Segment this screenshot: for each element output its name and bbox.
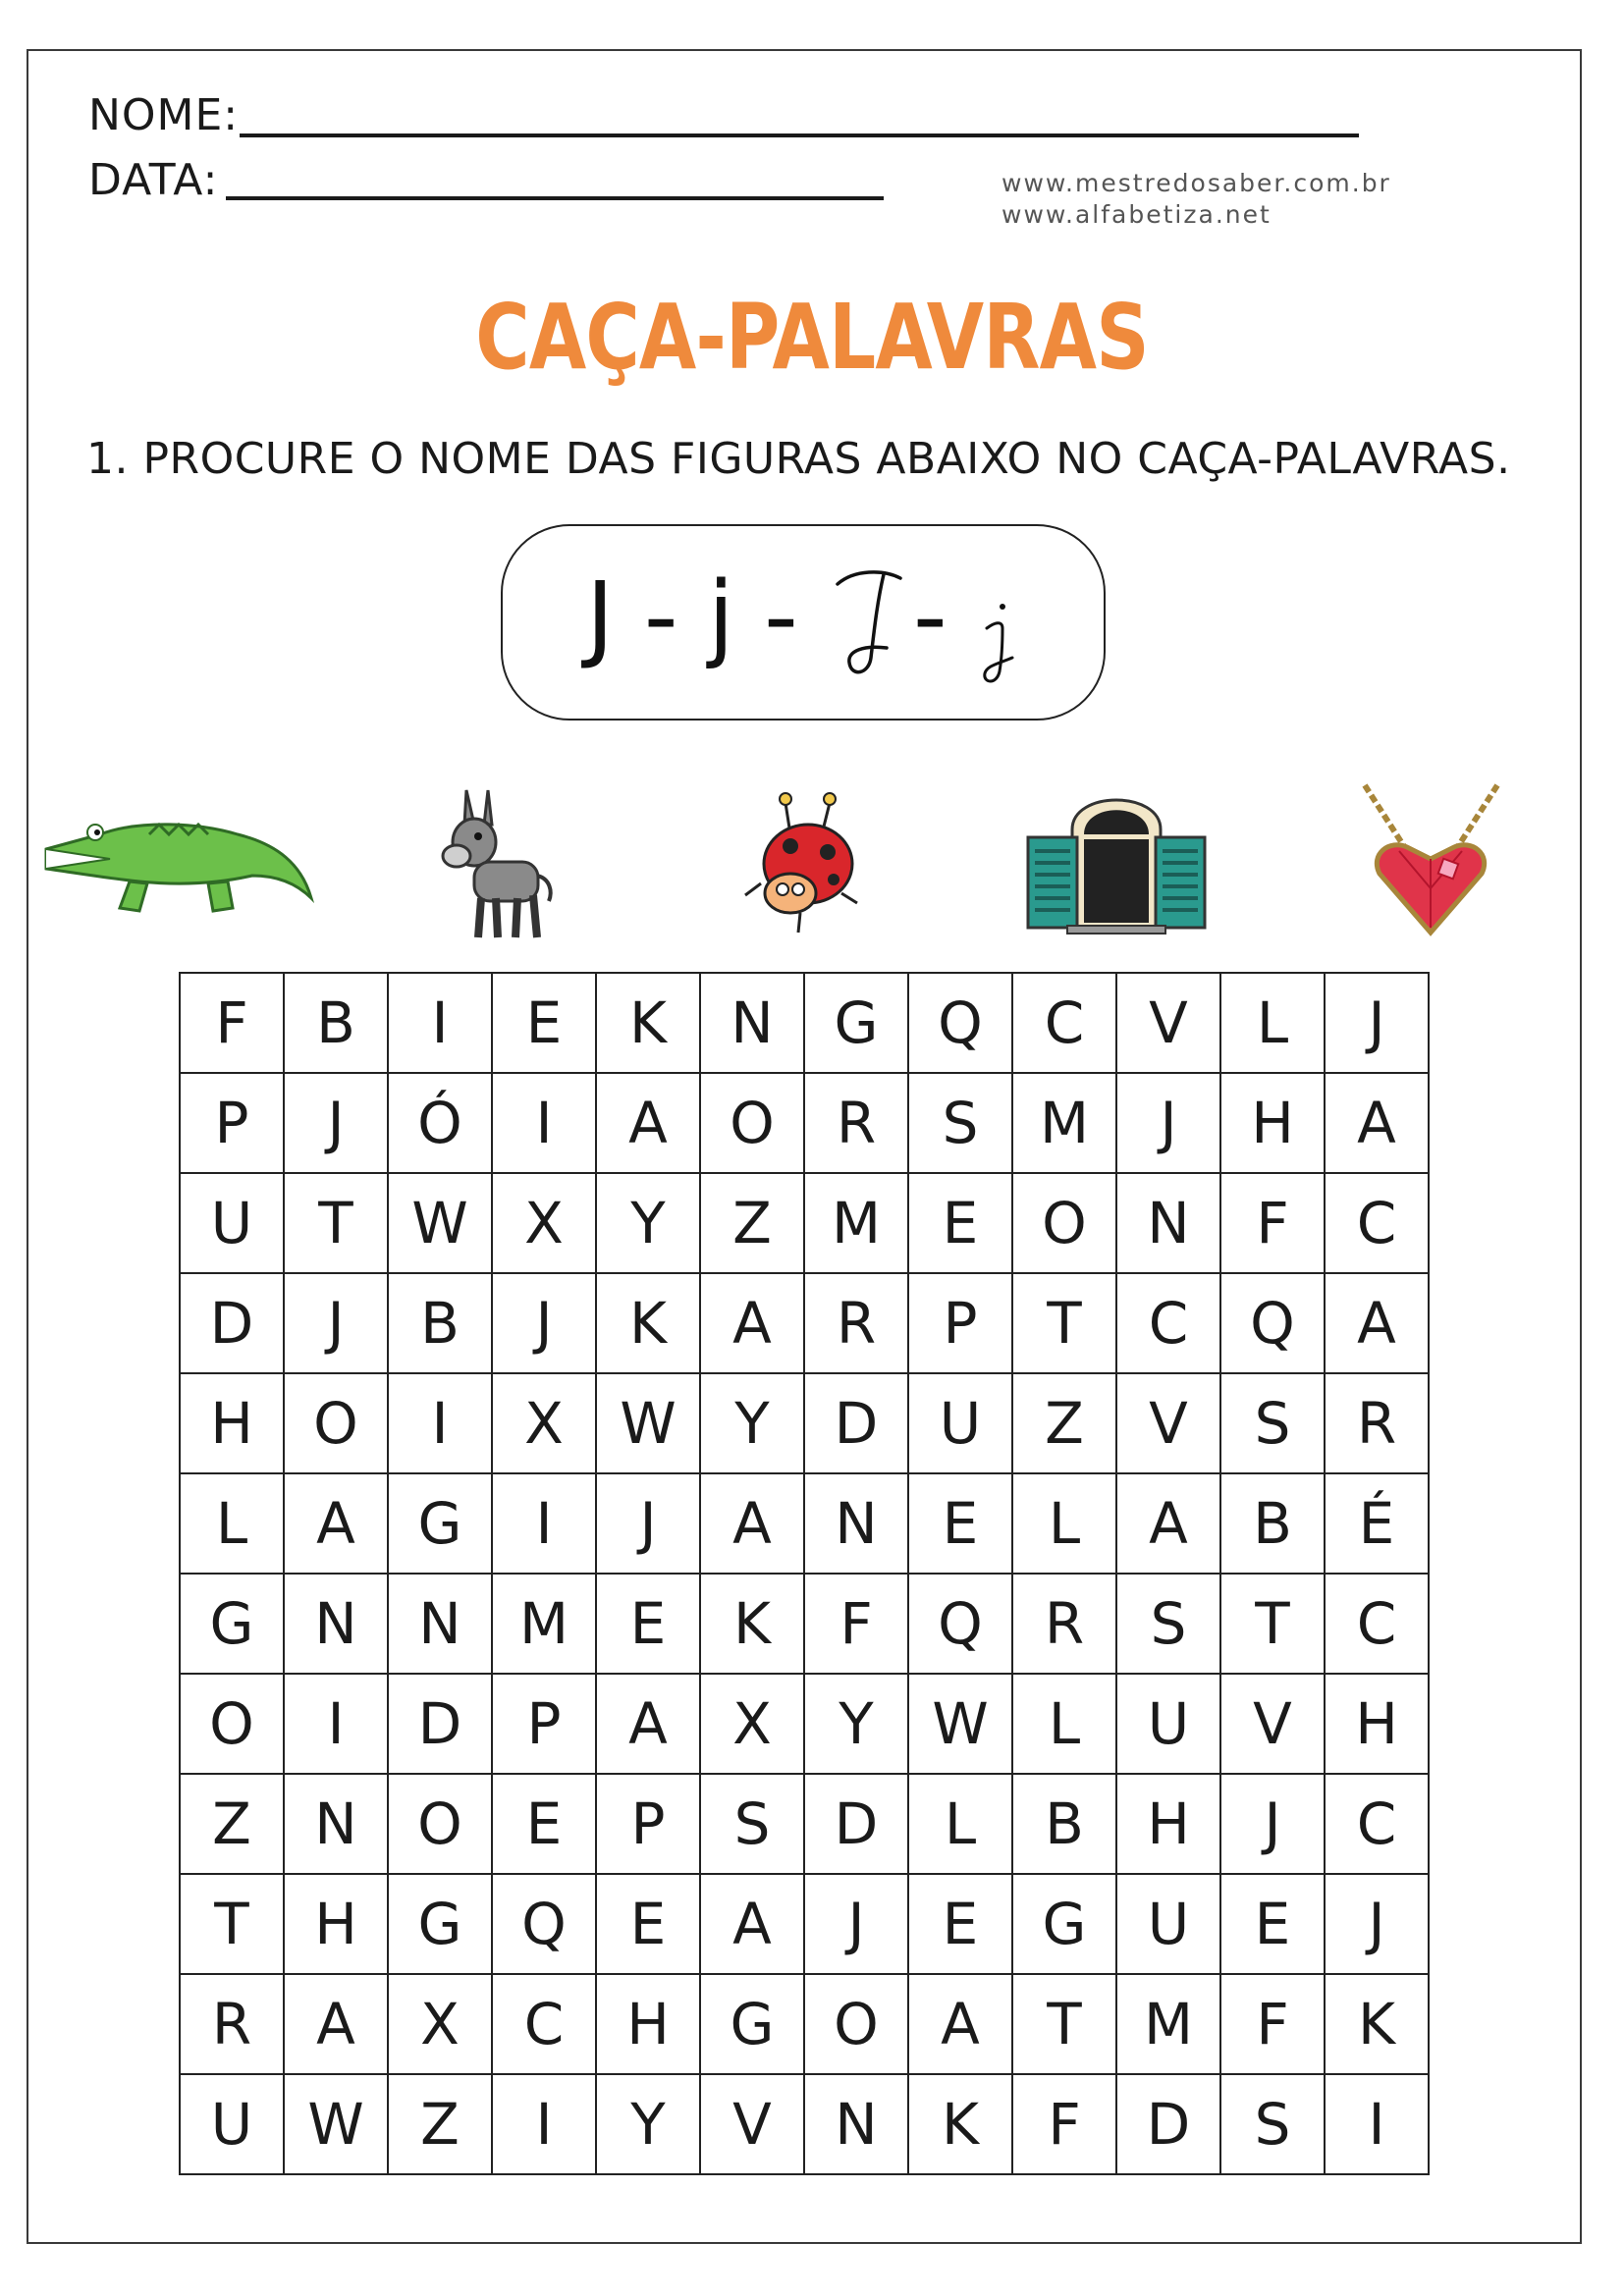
grid-cell[interactable]: V [1116,973,1220,1073]
grid-row [180,2074,1429,2174]
grid-cell[interactable]: H [180,1373,284,1473]
grid-cell[interactable]: S [700,1774,804,1874]
grid-cell[interactable]: U [1116,1874,1220,1974]
grid-cell[interactable]: M [1116,1974,1220,2074]
grid-row [180,1674,1429,1774]
grid-cell[interactable]: F [1012,2074,1116,2174]
grid-cell[interactable]: E [596,1574,700,1674]
grid-cell[interactable]: J [1325,973,1429,1073]
grid-cell[interactable]: L [1012,1674,1116,1774]
date-line[interactable] [226,196,884,200]
grid-cell[interactable]: N [700,973,804,1073]
grid-cell[interactable]: C [1325,1774,1429,1874]
grid-cell[interactable]: B [284,973,388,1073]
website-2: www.alfabetiza.net [1001,200,1272,229]
grid-cell[interactable]: J [284,1073,388,1173]
grid-cell[interactable]: B [1220,1473,1325,1574]
grid-cell[interactable]: D [804,1774,908,1874]
grid-cell[interactable]: Q [908,973,1012,1073]
name-line[interactable] [240,133,1359,137]
grid-cell[interactable]: I [284,1674,388,1774]
grid-cell[interactable]: E [908,1173,1012,1273]
cursive-capital-j-icon [830,564,908,682]
grid-cell[interactable]: G [388,1473,492,1574]
grid-cell[interactable]: L [1220,973,1325,1073]
grid-row [180,1373,1429,1473]
instruction-text: 1. PROCURE O NOME DAS FIGURAS ABAIXO NO CAÇA-PALAVRAS. [86,434,1511,484]
grid-cell[interactable]: A [908,1974,1012,2074]
grid-cell[interactable]: H [1325,1674,1429,1774]
grid-cell[interactable]: C [492,1974,596,2074]
grid-cell[interactable]: W [284,2074,388,2174]
grid-cell[interactable]: I [492,1073,596,1173]
date-label: DATA: [88,155,219,205]
grid-cell[interactable]: E [908,1874,1012,1974]
grid-cell[interactable]: O [180,1674,284,1774]
grid-cell[interactable]: S [1116,1574,1220,1674]
grid-cell[interactable]: P [596,1774,700,1874]
grid-cell[interactable]: E [908,1473,1012,1574]
grid-cell[interactable]: F [804,1574,908,1674]
cursive-small-j-icon [975,599,1024,687]
grid-cell[interactable]: P [180,1073,284,1173]
grid-cell[interactable]: R [1325,1373,1429,1473]
grid-cell[interactable]: Y [700,1373,804,1473]
grid-cell[interactable]: N [284,1574,388,1674]
grid-cell[interactable]: K [596,973,700,1073]
grid-cell[interactable]: T [1012,1273,1116,1373]
grid-cell[interactable]: E [492,973,596,1073]
grid-cell[interactable]: L [1012,1473,1116,1574]
grid-cell[interactable]: X [492,1173,596,1273]
grid-cell[interactable]: Q [908,1574,1012,1674]
grid-cell[interactable]: O [388,1774,492,1874]
grid-cell[interactable]: K [1325,1974,1429,2074]
grid-cell[interactable]: Z [388,2074,492,2174]
print-letter-forms: J - j - [586,561,798,671]
grid-cell[interactable]: P [492,1674,596,1774]
grid-row [180,973,1429,1073]
grid-row [180,1574,1429,1674]
grid-cell[interactable]: A [284,1473,388,1574]
grid-cell[interactable]: N [388,1574,492,1674]
grid-row [180,1473,1429,1574]
grid-cell[interactable]: R [804,1273,908,1373]
ladybug-icon [731,785,879,942]
grid-cell[interactable]: J [804,1874,908,1974]
grid-cell[interactable]: J [1325,1874,1429,1974]
grid-cell[interactable]: U [1116,1674,1220,1774]
grid-cell[interactable]: D [180,1273,284,1373]
grid-cell[interactable]: Q [1220,1273,1325,1373]
grid-cell[interactable]: J [1220,1774,1325,1874]
grid-cell[interactable]: Y [804,1674,908,1774]
grid-cell[interactable]: H [1220,1073,1325,1173]
grid-cell[interactable]: C [1325,1574,1429,1674]
grid-cell[interactable]: M [1012,1073,1116,1173]
grid-cell[interactable]: O [700,1073,804,1173]
grid-cell[interactable]: A [596,1073,700,1173]
grid-cell[interactable]: A [1325,1073,1429,1173]
grid-cell[interactable]: A [700,1874,804,1974]
grid-cell[interactable]: T [1012,1974,1116,2074]
grid-cell[interactable]: F [1220,1173,1325,1273]
grid-cell[interactable]: S [1220,2074,1325,2174]
grid-cell[interactable]: D [804,1373,908,1473]
grid-cell[interactable]: A [284,1974,388,2074]
grid-cell[interactable]: N [804,1473,908,1574]
grid-cell[interactable]: A [1325,1273,1429,1373]
grid-cell[interactable]: H [1116,1774,1220,1874]
grid-cell[interactable]: M [804,1173,908,1273]
grid-cell[interactable]: D [1116,2074,1220,2174]
grid-cell[interactable]: J [492,1273,596,1373]
window-icon [1023,780,1210,937]
grid-cell[interactable]: G [388,1874,492,1974]
grid-cell[interactable]: I [492,1473,596,1574]
grid-cell[interactable]: T [180,1874,284,1974]
grid-cell[interactable]: S [1220,1373,1325,1473]
grid-cell[interactable]: X [388,1974,492,2074]
grid-cell[interactable]: Z [180,1774,284,1874]
grid-cell[interactable]: F [180,973,284,1073]
grid-cell[interactable]: Z [700,1173,804,1273]
grid-cell[interactable]: U [180,1173,284,1273]
grid-cell[interactable]: U [908,1373,1012,1473]
grid-cell[interactable]: J [596,1473,700,1574]
grid-cell[interactable]: R [804,1073,908,1173]
grid-cell[interactable]: L [908,1774,1012,1874]
donkey-icon [427,785,555,942]
grid-cell[interactable]: O [804,1974,908,2074]
jewel-necklace-icon [1360,780,1502,942]
alligator-icon [41,805,321,923]
grid-cell[interactable]: S [908,1073,1012,1173]
grid-cell[interactable]: X [700,1674,804,1774]
grid-cell[interactable]: O [284,1373,388,1473]
grid-cell[interactable]: W [596,1373,700,1473]
grid-cell[interactable]: N [1116,1173,1220,1273]
grid-cell[interactable]: J [1116,1073,1220,1173]
grid-cell[interactable]: V [700,2074,804,2174]
grid-cell[interactable]: G [700,1974,804,2074]
grid-cell[interactable]: R [180,1974,284,2074]
grid-cell[interactable]: P [908,1273,1012,1373]
website-1: www.mestredosaber.com.br [1001,169,1391,197]
grid-row [180,1974,1429,2074]
grid-cell[interactable]: M [492,1574,596,1674]
grid-cell[interactable]: W [908,1674,1012,1774]
grid-cell[interactable]: G [804,973,908,1073]
grid-cell[interactable]: B [388,1273,492,1373]
separator-dash: - [913,561,947,671]
grid-cell[interactable]: N [284,1774,388,1874]
grid-cell[interactable]: Z [1012,1373,1116,1473]
grid-cell[interactable]: H [284,1874,388,1974]
grid-cell[interactable]: G [1012,1874,1116,1974]
grid-cell[interactable]: A [596,1674,700,1774]
grid-row [180,1073,1429,1173]
grid-cell[interactable]: A [700,1273,804,1373]
grid-row [180,1273,1429,1373]
grid-cell[interactable]: C [1116,1273,1220,1373]
grid-cell[interactable]: I [492,2074,596,2174]
grid-cell[interactable]: I [388,973,492,1073]
grid-cell[interactable]: É [1325,1473,1429,1574]
grid-row [180,1173,1429,1273]
grid-cell[interactable]: V [1116,1373,1220,1473]
grid-cell[interactable]: Y [596,2074,700,2174]
grid-cell[interactable]: X [492,1373,596,1473]
grid-cell[interactable]: L [180,1473,284,1574]
grid-cell[interactable]: D [388,1674,492,1774]
grid-cell[interactable]: N [804,2074,908,2174]
grid-cell[interactable]: T [1220,1574,1325,1674]
grid-cell[interactable]: E [1220,1874,1325,1974]
grid-cell[interactable]: Ó [388,1073,492,1173]
grid-cell[interactable]: C [1012,973,1116,1073]
page-title: CAÇA-PALAVRAS [475,285,1149,390]
name-label: NOME: [88,90,240,140]
grid-cell[interactable]: U [180,2074,284,2174]
grid-cell[interactable]: V [1220,1674,1325,1774]
grid-cell[interactable]: K [596,1273,700,1373]
grid-cell[interactable]: E [596,1874,700,1974]
grid-cell[interactable]: Q [492,1874,596,1974]
grid-cell[interactable]: K [908,2074,1012,2174]
grid-cell[interactable]: K [700,1574,804,1674]
grid-cell[interactable]: G [180,1574,284,1674]
grid-cell[interactable]: T [284,1173,388,1273]
grid-cell[interactable]: H [596,1974,700,2074]
grid-cell[interactable]: O [1012,1173,1116,1273]
grid-row [180,1874,1429,1974]
grid-cell[interactable]: B [1012,1774,1116,1874]
grid-cell[interactable]: A [1116,1473,1220,1574]
grid-cell[interactable]: E [492,1774,596,1874]
grid-cell[interactable]: I [1325,2074,1429,2174]
grid-cell[interactable]: F [1220,1974,1325,2074]
grid-cell[interactable]: A [700,1473,804,1574]
grid-cell[interactable]: J [284,1273,388,1373]
grid-cell[interactable]: I [388,1373,492,1473]
grid-cell[interactable]: Y [596,1173,700,1273]
grid-cell[interactable]: C [1325,1173,1429,1273]
grid-cell[interactable]: R [1012,1574,1116,1674]
word-search-grid [179,972,1430,2175]
grid-row [180,1774,1429,1874]
grid-cell[interactable]: W [388,1173,492,1273]
